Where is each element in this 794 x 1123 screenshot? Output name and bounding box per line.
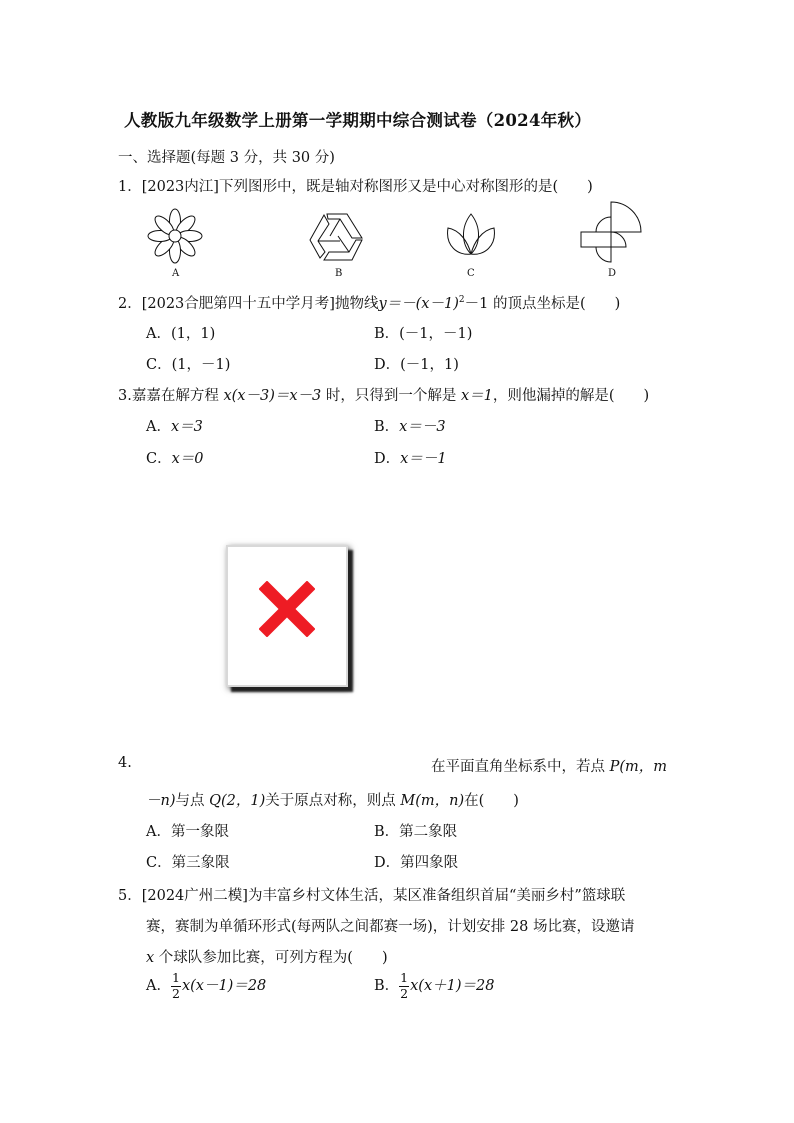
q4-stem-text-end: 在( ) (464, 793, 519, 809)
q4-stem-math-3: Q(2，1) (209, 793, 266, 809)
q2-stem-math: y＝－(x－1) (378, 296, 459, 312)
question-5-stem-line-3 (146, 946, 388, 967)
q4-option-b: B．第二象限 (374, 824, 458, 840)
q4-stem-math: P(m，m (609, 759, 668, 775)
fraction-denominator: 2 (171, 985, 180, 1001)
q3-option-c (146, 447, 204, 468)
figure-d-label: D (608, 268, 617, 279)
figure-d-pinwheel (581, 202, 641, 262)
section-heading: 一、选择题(每题 3 分，共 30 分) (118, 150, 335, 166)
q3-option-d-letter: D． (374, 451, 401, 467)
q5-stem-text: 个球队参加比赛，可列方程为( ) (154, 950, 388, 966)
question-4-stem-line-1 (431, 755, 667, 776)
q3-stem-text: 3.嘉嘉在解方程 (118, 388, 224, 404)
question-1-stem: 1．[2023内江]下列图形中，既是轴对称图形又是中心对称图形的是( ) (118, 179, 593, 195)
q2-stem-text-end: －1 的顶点坐标是( ) (464, 296, 621, 312)
q5-option-b-letter: B． (374, 978, 400, 994)
q2-option-d: D．(－1，1) (374, 357, 459, 373)
figure-c-label: C (467, 268, 475, 279)
question-5-stem-line-2: 赛，赛制为单循环形式(每两队之间都赛一场)，计划安排 28 场比赛，设邀请 (146, 919, 635, 935)
q2-option-b: B．(－1，－1) (374, 326, 473, 342)
q3-option-c-math: x＝0 (171, 451, 204, 467)
q4-option-c: C．第三象限 (146, 855, 230, 871)
question-5-stem-line-1: 5．[2024广州二模]为丰富乡村文体生活，某区准备组织首届“美丽乡村”篮球联 (118, 888, 626, 904)
page-title: 人教版九年级数学上册第一学期期中综合测试卷（2024年秋） (124, 111, 592, 130)
q3-option-c-letter: C． (146, 451, 172, 467)
q3-stem-text-end: ，则他漏掉的解是( ) (492, 388, 650, 404)
q3-option-a-math: x＝3 (170, 419, 203, 435)
q5-option-a-letter: A． (146, 978, 171, 994)
q3-stem-text-mid: 时，只得到一个解是 (321, 388, 461, 404)
fraction-denominator: 2 (400, 985, 409, 1001)
q3-option-b-math: x＝－3 (399, 419, 446, 435)
q4-option-a: A．第一象限 (146, 824, 229, 840)
question-4-stem-line-2 (146, 789, 519, 810)
q5-option-b (374, 972, 494, 1000)
question-3-stem (118, 384, 649, 405)
q5-option-a-math: x(x－1)＝28 (181, 978, 267, 994)
q2-option-a: A．(1，1) (146, 326, 216, 342)
figure-b-label: B (335, 268, 343, 279)
q3-option-a (146, 415, 203, 436)
figure-a-flower (148, 209, 202, 263)
q3-option-b-letter: B． (374, 419, 400, 435)
q4-stem-math-2: －n) (146, 793, 176, 809)
broken-image-placeholder (226, 545, 348, 687)
fraction-numerator: 1 (171, 970, 180, 985)
q2-stem-text: 2．[2023合肥第四十五中学月考]抛物线 (118, 296, 379, 312)
fraction-numerator: 1 (400, 970, 409, 985)
q2-option-c: C．(1，－1) (146, 357, 231, 373)
question-4-number: 4. (118, 755, 132, 771)
question-1-figures (140, 200, 660, 280)
q2-stem-exponent: 2 (458, 295, 465, 306)
q3-option-a-letter: A． (146, 419, 171, 435)
broken-image-x-icon (259, 581, 315, 637)
q4-stem-text-3: 关于原点对称，则点 (265, 793, 401, 809)
q5-option-b-fraction (399, 972, 409, 1000)
question-2-stem (118, 292, 620, 313)
q4-option-d: D．第四象限 (374, 855, 459, 871)
q3-option-b (374, 415, 446, 436)
q3-option-d-math: x＝－1 (400, 451, 447, 467)
q4-stem-math-4: M(m，n) (400, 793, 465, 809)
q5-option-b-math: x(x＋1)＝28 (410, 978, 495, 994)
q5-option-a-fraction (171, 972, 181, 1000)
q3-stem-math: x(x－3)＝x－3 (223, 388, 322, 404)
q5-option-a (146, 972, 266, 1000)
q3-option-d (374, 447, 447, 468)
q3-stem-math-2: x＝1 (460, 388, 493, 404)
figure-b-recycle-symbol (310, 214, 362, 260)
q5-stem-math: x (146, 950, 155, 966)
q4-stem-text: 在平面直角坐标系中，若点 (431, 759, 610, 775)
figure-c-lotus (448, 214, 495, 254)
figure-a-label: A (172, 268, 180, 279)
q4-stem-text-2: 与点 (175, 793, 210, 809)
